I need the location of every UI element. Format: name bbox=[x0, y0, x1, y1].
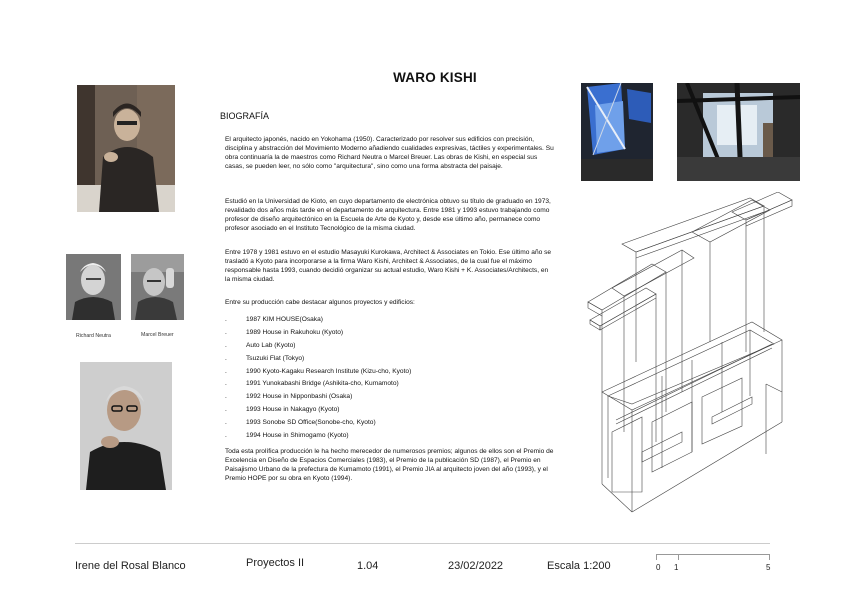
scale-label-1: 1 bbox=[674, 563, 679, 572]
project-name: 1993 Sonobe SD Office(Sonobe-cho, Kyoto) bbox=[246, 419, 376, 427]
project-name: 1987 KIM HOUSE(Osaka) bbox=[246, 316, 323, 323]
project-name: Auto Lab (Kyoto) bbox=[246, 341, 296, 349]
architecture-photo-2 bbox=[677, 83, 800, 181]
page-title: WARO KISHI bbox=[393, 70, 477, 85]
footer-author: Irene del Rosal Blanco bbox=[75, 560, 186, 572]
list-bullet: . bbox=[225, 432, 227, 440]
footer-divider bbox=[75, 543, 770, 544]
list-item bbox=[225, 378, 555, 391]
caption-richard-neutra: Richard Neutra bbox=[76, 333, 111, 339]
list-bullet: . bbox=[225, 419, 227, 427]
projects-list bbox=[225, 314, 555, 443]
portrait-waro-kishi-photo bbox=[77, 85, 175, 212]
portrait-waro-kishi-2-photo bbox=[80, 362, 172, 490]
list-bullet: . bbox=[225, 316, 227, 323]
marcel-breuer-photo bbox=[131, 254, 184, 320]
biography-paragraph-3: Entre 1978 y 1981 estuvo en el estudio Masayuki Kurokawa, Architect & Associates en Tokio. Ese último año se trasladó a Kyoto para incorporarse a la firma Waro Kishi, Architect & Associates, de la cual fue el máximo responsable hasta 1993, cuando decidió organizar su actual estudio, Waro Kishi + K. Associates/Architects, en la misma ciudad. bbox=[225, 249, 552, 284]
biography-paragraph-4: Entre su producción cabe destacar algunos proyectos y edificios: bbox=[225, 299, 415, 306]
biography-paragraph-5: Toda esta prolífica producción le ha hecho merecedor de numerosos premios; algunos de ellos son el Premio de Excelencia en Diseño de Espacios Comerciales (1983), el Premio de la publicación SD (1987), el Premio en Paisajismo Urbano de la prefectura de Kumamoto (1991), el Premio JIA al arquitecto joven del año (1993), y el Premio HOPE por su obra en Kyoto (1994). bbox=[225, 448, 554, 483]
project-name: 1989 House in Rakuhoku (Kyoto) bbox=[246, 328, 344, 336]
project-name: 1991 Yunokabashi Bridge (Ashikita-cho, Kumamoto) bbox=[246, 380, 399, 388]
list-bullet: . bbox=[225, 380, 227, 388]
project-name: 1993 House in Nakagyo (Kyoto) bbox=[246, 406, 340, 414]
footer-sheet-number: 1.04 bbox=[357, 560, 379, 572]
list-bullet: . bbox=[225, 354, 227, 362]
list-bullet: . bbox=[225, 406, 227, 414]
scale-bar bbox=[656, 554, 770, 561]
list-bullet: . bbox=[225, 367, 227, 375]
project-name: Tsuzuki Flat (Tokyo) bbox=[246, 354, 305, 362]
caption-marcel-breuer: Marcel Breuer bbox=[141, 332, 174, 338]
footer-course: Proyectos II bbox=[246, 557, 305, 569]
list-bullet: . bbox=[225, 341, 227, 349]
project-name: 1992 House in Nipponbashi (Osaka) bbox=[246, 393, 353, 401]
richard-neutra-photo bbox=[66, 254, 121, 320]
project-name: 1990 Kyoto-Kagaku Research Institute (Kizu-cho, Kyoto) bbox=[246, 367, 412, 375]
list-item bbox=[225, 314, 555, 327]
list-item bbox=[225, 327, 555, 340]
list-item bbox=[225, 430, 555, 443]
list-item bbox=[225, 417, 555, 430]
list-bullet: . bbox=[225, 328, 227, 336]
scale-label-5: 5 bbox=[766, 563, 771, 572]
biography-paragraph-1: El arquitecto japonés, nacido en Yokohama (1950). Caracterizado por resolver sus edificios con precisión, disciplina y abstracción del Movimiento Moderno añadiendo cualidades expresivas, táctiles y experimentales. Su obra continuaría la de maestros como Richard Neutra o Marcel Breuer. Las obras de Kishi, en especial sus casas, se pueden leer, no sólo como "arquitectura", sino como una forma abstracta del paisaje. bbox=[225, 136, 554, 171]
scale-bar-tick bbox=[769, 555, 770, 560]
list-item bbox=[225, 340, 555, 353]
project-name: 1994 House in Shimogamo (Kyoto) bbox=[246, 432, 349, 440]
list-item bbox=[225, 353, 555, 366]
biography-paragraph-2: Estudió en la Universidad de Kioto, en cuyo departamento de electrónica obtuvo su título de graduado en 1973, revalidado dos años más tarde en el departamento de arquitectura. Entre 1981 y 1993 estuvo trabajando como profesor de diseño arquitectónico en la Escuela de Arte de Kyoto y, desde ese último año, permanece como profesor asociado en el Instituto Tecnológico de la misma ciudad. bbox=[225, 198, 551, 233]
list-item bbox=[225, 366, 555, 379]
scale-bar-tick bbox=[678, 555, 679, 560]
architecture-photo-1 bbox=[581, 83, 653, 181]
scale-bar-tick bbox=[656, 555, 657, 560]
list-item bbox=[225, 404, 555, 417]
scale-label-0: 0 bbox=[656, 563, 661, 572]
axonometric-drawing bbox=[582, 192, 800, 522]
list-bullet: . bbox=[225, 393, 227, 401]
biography-heading: BIOGRAFÍA bbox=[220, 111, 270, 121]
list-item bbox=[225, 391, 555, 404]
footer-date: 23/02/2022 bbox=[448, 560, 504, 572]
footer-scale: Escala 1:200 bbox=[547, 560, 611, 572]
